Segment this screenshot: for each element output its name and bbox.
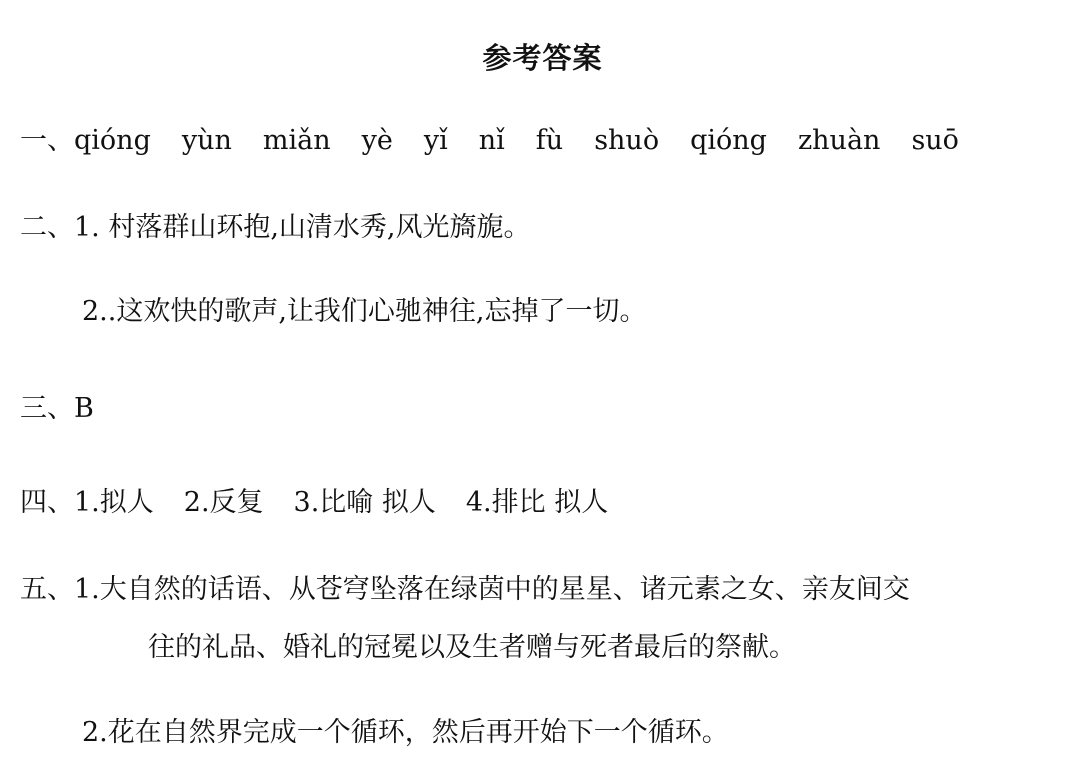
page-title: 参考答案: [482, 41, 603, 75]
section-2-answer-1: 1. 村落群山环抱,山清水秀,风光旖旎。: [74, 212, 531, 243]
section-4-item: 2.反复: [183, 487, 264, 518]
section-2-item-1: [20, 212, 531, 244]
section-4-prefix: 四、: [20, 487, 74, 518]
section-4-item: 3.比喻 拟人: [293, 487, 436, 518]
pinyin-item: suō: [911, 125, 959, 156]
section-3-prefix: 三、: [20, 393, 74, 424]
section-5-item-1: [20, 574, 910, 606]
section-5-prefix: 五、: [20, 574, 74, 605]
section-5-answer-2: 2.花在自然界完成一个循环，然后再开始下一个循环。: [82, 717, 729, 748]
section-5-answer-1-line-2: 往的礼品、婚礼的冠冕以及生者赠与死者最后的祭献。: [148, 632, 796, 663]
section-4-item: 1.拟人: [74, 487, 154, 518]
section-5-item-1-continued: [148, 632, 796, 664]
section-4: [20, 487, 608, 519]
section-1-prefix: 一、: [20, 125, 74, 156]
pinyin-item: qióng: [690, 125, 767, 156]
pinyin-item: yǐ: [423, 125, 448, 156]
section-2-prefix: 二、: [20, 212, 74, 243]
pinyin-item: yùn: [181, 125, 232, 156]
pinyin-item: yè: [361, 125, 393, 156]
pinyin-item: nǐ: [478, 125, 505, 156]
section-5-answer-1-line-1: 1.大自然的话语、从苍穹坠落在绿茵中的星星、诸元素之女、亲友间交: [74, 574, 910, 605]
pinyin-item: miǎn: [262, 125, 331, 156]
section-3: [20, 393, 94, 425]
section-2-item-2: [82, 296, 647, 328]
pinyin-list: [74, 125, 959, 156]
section-4-item: 4.排比 拟人: [465, 487, 609, 518]
pinyin-item: shuò: [594, 125, 660, 156]
pinyin-item: qióng: [74, 125, 151, 156]
pinyin-item: zhuàn: [797, 125, 881, 156]
section-2-answer-2: 2..这欢快的歌声,让我们心驰神往,忘掉了一切。: [82, 296, 647, 327]
section-1: [20, 125, 959, 157]
section-3-answer: B: [74, 393, 94, 424]
section-5-item-2: [82, 717, 729, 749]
pinyin-item: fù: [535, 125, 564, 156]
